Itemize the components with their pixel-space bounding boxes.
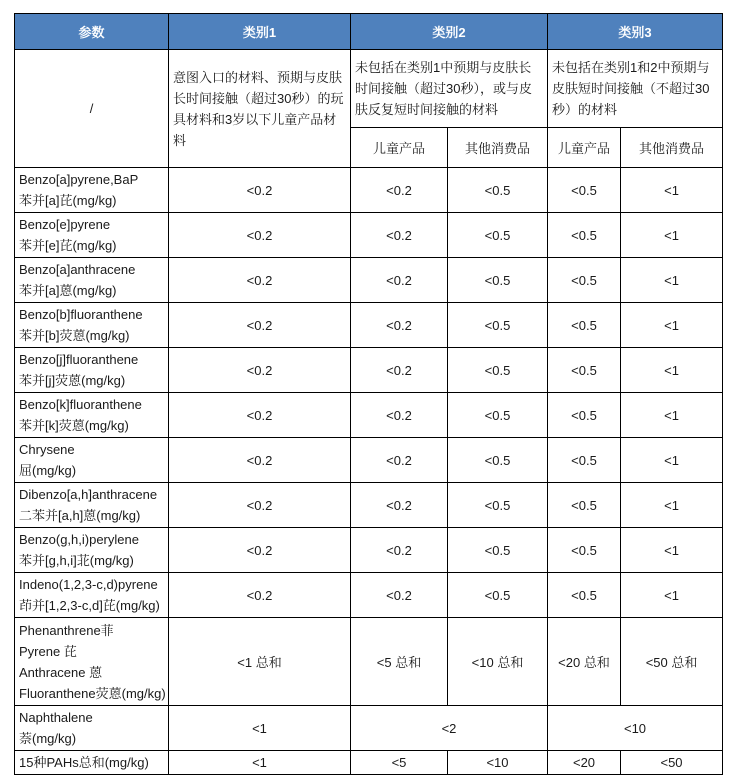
limit-value: <1 bbox=[621, 303, 723, 348]
parameter-name: 15种PAHs总和(mg/kg) bbox=[15, 751, 169, 775]
table-row bbox=[15, 528, 723, 573]
limit-value: <0.5 bbox=[448, 348, 548, 393]
limit-value: <10 总和 bbox=[448, 618, 548, 706]
parameter-name bbox=[15, 483, 169, 528]
table-row bbox=[15, 168, 723, 213]
parameter-en: Benzo(g,h,i)perylene bbox=[19, 532, 139, 547]
limit-value: <1 bbox=[621, 393, 723, 438]
parameter-line: Fluoranthene荧蒽(mg/kg) bbox=[19, 685, 166, 701]
limit-value: <50 bbox=[621, 751, 723, 775]
limit-value: <0.5 bbox=[448, 393, 548, 438]
header-cell-category2: 类别2 bbox=[351, 14, 548, 50]
table-row bbox=[15, 573, 723, 618]
table-header-row bbox=[15, 14, 723, 50]
limit-value: <0.2 bbox=[169, 213, 351, 258]
header-cell-category1: 类别1 bbox=[169, 14, 351, 50]
limit-value: <0.5 bbox=[548, 348, 621, 393]
limit-value: <0.5 bbox=[548, 303, 621, 348]
parameter-zh: 苯并[b]荧蒽(mg/kg) bbox=[19, 328, 130, 343]
limit-value: <0.5 bbox=[548, 258, 621, 303]
limit-value: <20 总和 bbox=[548, 618, 621, 706]
parameter-en: Naphthalene bbox=[19, 710, 93, 725]
limit-value: <0.2 bbox=[351, 528, 448, 573]
naphthalene-row bbox=[15, 706, 723, 751]
parameter-zh: 苯并[g,h,i]苝(mg/kg) bbox=[19, 553, 134, 568]
category-description-row bbox=[15, 50, 723, 128]
limit-value: <1 bbox=[621, 528, 723, 573]
parameter-en: Dibenzo[a,h]anthracene bbox=[19, 487, 158, 502]
parameter-name bbox=[15, 706, 169, 751]
table-row bbox=[15, 303, 723, 348]
limit-value: <2 bbox=[351, 706, 548, 751]
parameter-name bbox=[15, 348, 169, 393]
limit-value: <1 bbox=[621, 573, 723, 618]
parameter-name bbox=[15, 258, 169, 303]
limit-value: <0.2 bbox=[169, 528, 351, 573]
parameter-en: Benzo[b]fluoranthene bbox=[19, 307, 143, 322]
parameter-placeholder-cell: / bbox=[15, 50, 169, 168]
limit-value: <0.2 bbox=[351, 348, 448, 393]
parameter-name bbox=[15, 213, 169, 258]
table-row bbox=[15, 393, 723, 438]
table-row bbox=[15, 348, 723, 393]
limit-value: <0.5 bbox=[548, 393, 621, 438]
parameter-zh: 萘(mg/kg) bbox=[19, 731, 77, 746]
limit-value: <0.5 bbox=[548, 438, 621, 483]
parameter-en: Benzo[j]fluoranthene bbox=[19, 352, 139, 367]
limit-value: <1 bbox=[621, 348, 723, 393]
parameter-name bbox=[15, 303, 169, 348]
limit-value: <0.2 bbox=[351, 438, 448, 483]
limit-value: <0.5 bbox=[548, 168, 621, 213]
parameter-zh: 苯并[j]荧蒽(mg/kg) bbox=[19, 373, 126, 388]
limit-value: <0.5 bbox=[548, 483, 621, 528]
limit-value: <1 bbox=[621, 168, 723, 213]
limit-value: <0.5 bbox=[548, 573, 621, 618]
limit-value: <0.5 bbox=[448, 303, 548, 348]
pahs-limits-table bbox=[14, 13, 723, 775]
total-pahs-row bbox=[15, 751, 723, 775]
limit-value: <1 bbox=[169, 751, 351, 775]
table-row bbox=[15, 258, 723, 303]
parameter-en: Benzo[a]pyrene,BaP bbox=[19, 172, 139, 187]
limit-value: <0.2 bbox=[169, 303, 351, 348]
limit-value: <0.2 bbox=[351, 573, 448, 618]
limit-value: <0.5 bbox=[448, 258, 548, 303]
table-row bbox=[15, 438, 723, 483]
limit-value: <0.2 bbox=[351, 168, 448, 213]
limit-value: <0.5 bbox=[448, 168, 548, 213]
document-page bbox=[0, 13, 730, 782]
parameter-en: Indeno(1,2,3-c,d)pyrene bbox=[19, 577, 158, 592]
limit-value: <0.5 bbox=[448, 573, 548, 618]
limit-value: <1 bbox=[169, 706, 351, 751]
limit-value: <0.2 bbox=[351, 213, 448, 258]
limit-value: <0.2 bbox=[169, 258, 351, 303]
limit-value: <0.2 bbox=[169, 393, 351, 438]
parameter-name bbox=[15, 393, 169, 438]
parameter-zh: 苯并[a]蒽(mg/kg) bbox=[19, 283, 117, 298]
limit-value: <5 总和 bbox=[351, 618, 448, 706]
limit-value: <0.2 bbox=[169, 168, 351, 213]
parameter-name bbox=[15, 168, 169, 213]
table-row bbox=[15, 483, 723, 528]
category1-description: 意图入口的材料、预期与皮肤长时间接触（超过30秒）的玩具材料和3岁以下儿童产品材料 bbox=[169, 50, 351, 168]
parameter-name bbox=[15, 618, 169, 706]
limit-value: <1 bbox=[621, 258, 723, 303]
limit-value: <10 bbox=[448, 751, 548, 775]
parameter-en: Benzo[k]fluoranthene bbox=[19, 397, 142, 412]
limit-value: <0.5 bbox=[448, 213, 548, 258]
parameter-zh: 苯并[a]芘(mg/kg) bbox=[19, 193, 117, 208]
parameter-name bbox=[15, 528, 169, 573]
limit-value: <0.5 bbox=[548, 528, 621, 573]
parameter-line: Phenanthrene菲 bbox=[19, 622, 114, 638]
limit-value: <1 bbox=[621, 213, 723, 258]
parameter-en: Chrysene bbox=[19, 442, 75, 457]
limit-value: <1 bbox=[621, 483, 723, 528]
parameter-name bbox=[15, 438, 169, 483]
limit-value: <0.2 bbox=[351, 303, 448, 348]
parameter-zh: 苯并[e]芘(mg/kg) bbox=[19, 238, 117, 253]
limit-value: <20 bbox=[548, 751, 621, 775]
parameter-en: Benzo[a]anthracene bbox=[19, 262, 136, 277]
parameter-zh: 茚并[1,2,3-c,d]芘(mg/kg) bbox=[19, 598, 160, 613]
category2-description: 未包括在类别1中预期与皮肤长时间接触（超过30秒），或与皮肤反复短时间接触的材料 bbox=[351, 50, 548, 128]
limit-value: <0.5 bbox=[448, 438, 548, 483]
subheader-cat3-children: 儿童产品 bbox=[548, 128, 621, 168]
parameter-line: Anthracene 蒽 bbox=[19, 664, 103, 680]
parameter-zh: 屈(mg/kg) bbox=[19, 463, 77, 478]
subheader-cat3-other: 其他消费品 bbox=[621, 128, 723, 168]
limit-value: <50 总和 bbox=[621, 618, 723, 706]
limit-value: <0.2 bbox=[169, 573, 351, 618]
limit-value: <0.5 bbox=[448, 528, 548, 573]
parameter-zh: 二苯并[a,h]蒽(mg/kg) bbox=[19, 508, 141, 523]
parameter-line: Pyrene 芘 bbox=[19, 643, 77, 659]
limit-value: <5 bbox=[351, 751, 448, 775]
table-row bbox=[15, 213, 723, 258]
parameter-en: Benzo[e]pyrene bbox=[19, 217, 111, 232]
limit-value: <1 bbox=[621, 438, 723, 483]
limit-value: <0.5 bbox=[448, 483, 548, 528]
limit-value: <0.2 bbox=[351, 483, 448, 528]
limit-value: <0.2 bbox=[169, 348, 351, 393]
limit-value: <0.2 bbox=[169, 438, 351, 483]
parameter-zh: 苯并[k]荧蒽(mg/kg) bbox=[19, 418, 129, 433]
subheader-cat2-other: 其他消费品 bbox=[448, 128, 548, 168]
subheader-cat2-children: 儿童产品 bbox=[351, 128, 448, 168]
limit-value: <0.2 bbox=[351, 258, 448, 303]
limit-value: <10 bbox=[548, 706, 723, 751]
header-cell-parameter: 参数 bbox=[15, 14, 169, 50]
parameter-name bbox=[15, 573, 169, 618]
limit-value: <0.5 bbox=[548, 213, 621, 258]
limit-value: <1 总和 bbox=[169, 618, 351, 706]
category3-description: 未包括在类别1和2中预期与皮肤短时间接触（不超过30秒）的材料 bbox=[548, 50, 723, 128]
limit-value: <0.2 bbox=[169, 483, 351, 528]
sum-group-row bbox=[15, 618, 723, 706]
limit-value: <0.2 bbox=[351, 393, 448, 438]
header-cell-category3: 类别3 bbox=[548, 14, 723, 50]
